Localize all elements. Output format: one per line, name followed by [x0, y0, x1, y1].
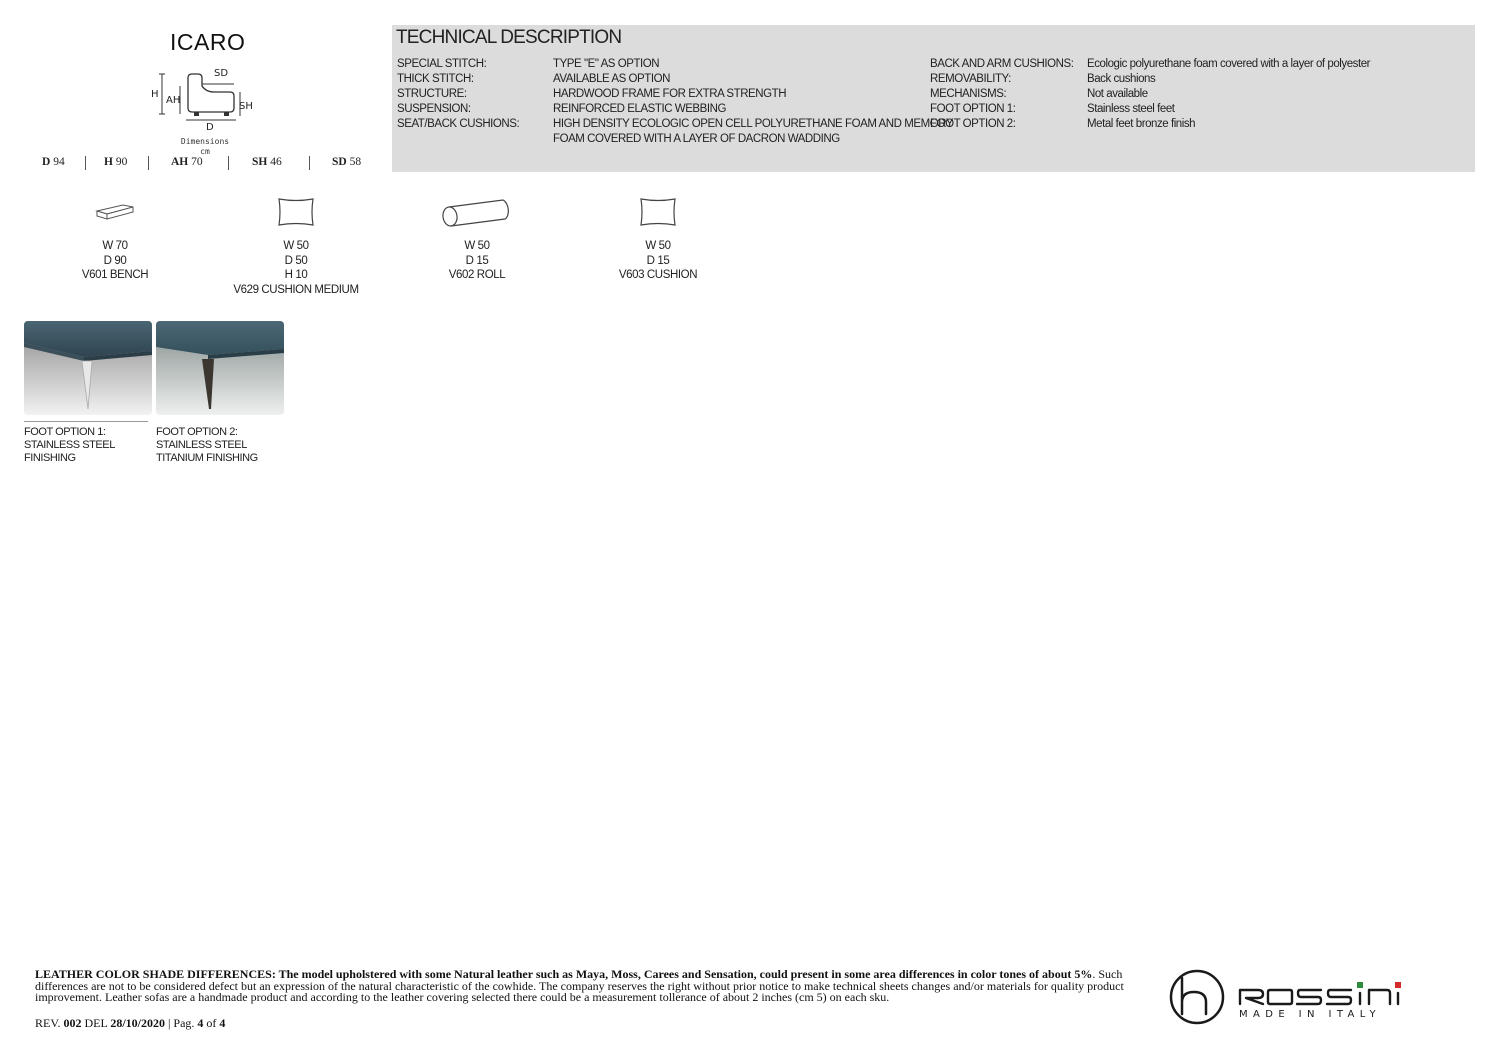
foot-option-line: STAINLESS STEEL: [24, 439, 115, 451]
revision-line: REV. 002 DEL 28/10/2020 | Pag. 4 of 4: [35, 1016, 226, 1030]
dimensions-caption-unit: cm: [200, 147, 210, 156]
tech-value: HIGH DENSITY ECOLOGIC OPEN CELL POLYURETHANE FOAM AND MEMORY: [553, 118, 954, 130]
tech-label: FOOT OPTION 1:: [930, 103, 1016, 115]
tech-value: REINFORCED ELASTIC WEBBING: [553, 103, 726, 115]
dimension-sd: SD 58: [332, 156, 362, 168]
cushion-medium-icon: [274, 195, 318, 231]
tech-label: BACK AND ARM CUSHIONS:: [930, 58, 1074, 70]
tech-label: STRUCTURE:: [397, 88, 467, 100]
tech-value: Not available: [1087, 88, 1148, 100]
rossini-logo: [1168, 966, 1420, 1028]
revision-date: 28/10/2020: [110, 1016, 166, 1030]
foot-option-1-caption: [24, 426, 115, 465]
accessory-depth: D 15: [646, 254, 670, 267]
technical-heading: TECHNICAL DESCRIPTION: [396, 27, 622, 48]
roll-icon: [441, 195, 513, 231]
accessory-name: V603 CUSHION: [618, 269, 698, 281]
dimension-h: H 90: [104, 156, 128, 168]
dimension-sh: SH 46: [252, 156, 282, 168]
diagram-label-d: D: [206, 122, 214, 133]
tech-label: SUSPENSION:: [397, 103, 471, 115]
accessory-width: W 50: [645, 240, 671, 252]
accessory-cushion-medium: [221, 195, 371, 297]
accessory-roll: [402, 195, 552, 283]
diagram-label-ah: AH: [166, 95, 181, 106]
dimension-separator: [228, 156, 229, 170]
disclaimer-body: . Such differences are not to be considered defect but an expression of the natural characteristic of the cowhide. The company reserves the right without prior notice to make technical sheets changes and/or materials for quality product improvement. Leather sofas are a handmade product and according to the leather covering selected there could be a measurement tollerance of about 2 inches (cm 5) on each sku.: [35, 967, 1124, 1005]
accessory-cushion: [583, 195, 733, 283]
stainless-steel-foot-photo: [24, 321, 152, 415]
accessory-name: V601 BENCH: [81, 269, 149, 281]
foot-option-2-caption: [156, 426, 258, 465]
accessory-bench: [40, 195, 190, 283]
tech-value: Metal feet bronze finish: [1087, 118, 1196, 130]
foot-option-line: FINISHING: [24, 452, 76, 464]
tech-label: REMOVABILITY:: [930, 73, 1011, 85]
accessory-depth: D 15: [465, 254, 489, 267]
tech-value: Ecologic polyurethane foam covered with a layer of polyester: [1087, 58, 1371, 70]
foot-option-title: FOOT OPTION 2:: [156, 426, 238, 438]
tech-label: FOOT OPTION 2:: [930, 118, 1016, 130]
tech-label: THICK STITCH:: [397, 73, 474, 85]
accessory-depth: D 90: [103, 254, 127, 267]
tech-label: SPECIAL STITCH:: [397, 58, 487, 70]
foot-option-title: FOOT OPTION 1:: [24, 426, 106, 438]
tech-label: SEAT/BACK CUSHIONS:: [397, 118, 520, 130]
diagram-label-sh: SH: [239, 101, 253, 112]
dimension-separator: [148, 156, 149, 170]
foot-option-line: STAINLESS STEEL: [156, 439, 247, 451]
foot-option-line: TITANIUM FINISHING: [156, 452, 258, 464]
dimension-ah: AH 70: [171, 156, 203, 168]
sofa-section-diagram: [148, 64, 260, 136]
tech-value: Back cushions: [1087, 73, 1156, 85]
page-current: 4: [197, 1016, 204, 1030]
accessory-name: V629 CUSHION MEDIUM: [233, 283, 359, 296]
revision-number: 002: [63, 1016, 82, 1030]
technical-description-panel: [392, 25, 1475, 172]
product-title: ICARO: [170, 29, 246, 55]
tech-value: HARDWOOD FRAME FOR EXTRA STRENGTH: [553, 88, 787, 100]
photo-divider: [24, 421, 148, 422]
dimensions-caption-line: Dimensions: [180, 137, 230, 146]
accessory-width: W 50: [283, 240, 309, 252]
dimension-d: D 94: [42, 156, 65, 168]
dimensions-caption: [170, 137, 240, 157]
tech-value: FOAM COVERED WITH A LAYER OF DACRON WADDING: [553, 133, 840, 145]
accessory-width: W 50: [464, 240, 490, 252]
cushion-icon: [636, 195, 680, 231]
leather-disclaimer: [35, 969, 1125, 1004]
titanium-foot-photo: [156, 321, 284, 415]
accessory-height: H 10: [284, 269, 308, 281]
accessory-name: V602 ROLL: [448, 269, 506, 281]
page-total: 4: [219, 1016, 226, 1030]
tech-value: Stainless steel feet: [1087, 103, 1175, 115]
dimension-separator: [309, 156, 310, 170]
bench-icon: [93, 195, 137, 231]
accessory-depth: D 50: [284, 254, 308, 267]
tech-value: AVAILABLE AS OPTION: [553, 73, 670, 85]
dimensions-row: [38, 156, 378, 172]
diagram-label-sd: SD: [214, 68, 229, 79]
tech-label: MECHANISMS:: [930, 88, 1007, 100]
dimension-separator: [85, 156, 86, 170]
accessory-width: W 70: [102, 240, 128, 252]
disclaimer-heading: LEATHER COLOR SHADE DIFFERENCES: The model upholstered with some Natural leather such as Maya, Moss, Carees and Sensation, could present in some area differences in color tones of about 5%: [35, 967, 1093, 981]
diagram-label-h: H: [151, 89, 159, 100]
brand-tagline: MADE IN ITALY: [1239, 1009, 1381, 1020]
tech-value: TYPE "E" AS OPTION: [553, 58, 660, 70]
